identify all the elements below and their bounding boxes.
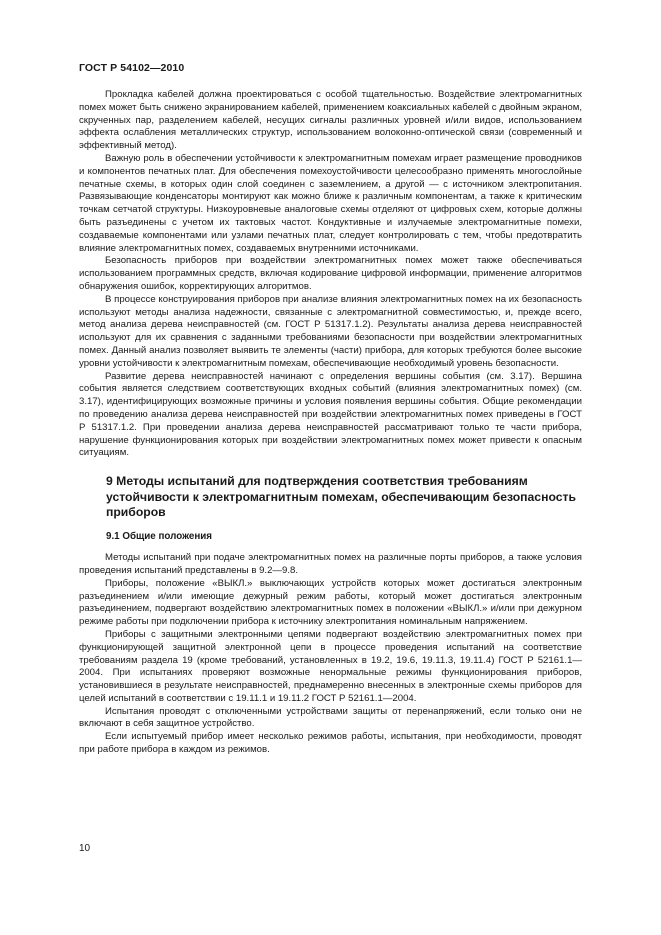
page-content <box>79 89 582 757</box>
paragraph-test-methods: Методы испытаний при подаче электромагнитных помех на различные порты приборов, а также условия проведения испытаний представлены в 9.2—9.8. <box>79 552 582 576</box>
paragraph-off-position: Приборы, положение «ВЫКЛ.» выключающих устройств которых может достигаться электронным разъединением и/или имеющие дежурный режим работы, который может достигаться электронным разъединением, подвергают воздействию электромагнитных помех в положении «ВЫКЛ.» и/или при дежурном режиме работы при подключении прибора к источнику электропитания номинальным напряжением. <box>79 577 582 628</box>
page-number: 10 <box>79 843 91 854</box>
subsection-heading: 9.1 Общие положения <box>106 531 213 543</box>
paragraph-operating-modes: Если испытуемый прибор имеет несколько режимов работы, испытания, при необходимости, проводят при работе прибора в каждом из режимов. <box>79 731 582 756</box>
document-header: ГОСТ Р 54102—2010 <box>79 62 185 74</box>
paragraph-software-safety: Безопасность приборов при воздействии электромагнитных помех может также обеспечиваться использованием программных средств, включая кодирование цифровой информации, применение алгоритмов обнаружения ошибок, корректирующих алгоритмов. <box>79 255 582 292</box>
paragraph-surge-protection: Испытания проводят с отключенными устройствами защиты от перенапряжений, если только они не включают в себя защитное устройство. <box>79 705 582 730</box>
paragraph-fault-tree-development: Развитие дерева неисправностей начинают с определения вершины события (см. 3.17). Вершина события является следствием соответствующих входных событий (влияния электромагнитных помех) (см. 3.17), идентифицирующих возможные причины и условия появления вершины события. Общие рекомендации по проведению анализа дерева неисправностей при воздействии электромагнитных помех приведены в ГОСТ Р 51317.1.2. При проведении анализа дерева неисправностей рассматривают только те части прибора, нарушение функционирования которых при воздействии электромагнитных помех может привести к опасным ситуациям. <box>79 370 582 459</box>
paragraph-pcb-layout: Важную роль в обеспечении устойчивости к электромагнитным помехам играет размещение проводников и компонентов печатных плат. Для обеспечения помехоустойчивости целесообразно применять многослойные печатные схемы, в которых один слой соединен с заземлением, а другой — с источником электропитания. Развязывающие конденсаторы монтируют как можно ближе к различным компонентам, а также к критическим точкам сетчатой структуры. Низкоуровневые аналоговые схемы отделяют от цифровых схем, которые должны быть разъединены с учетом их тактовых частот. Кондуктивные и излучаемые электромагнитные помехи, создаваемые компонентами или узлами печатных плат, следует контролировать с тем, чтобы предотвратить влияние электромагнитных помех, создаваемых внутренними источниками. <box>79 152 582 254</box>
paragraph-cable-routing: Прокладка кабелей должна проектироваться с особой тщательностью. Воздействие электромагнитных помех может быть снижено экранированием кабелей, применением коаксиальных кабелей с двойным экраном, скрученных пар, разделением кабелей, несущих сигналы различных уровней и/или видов, использованием эффекта ослабления металлических структур, использованием волоконно-оптической связи (современный и эффективный метод). <box>79 89 582 152</box>
paragraph-protective-circuits: Приборы с защитными электронными цепями подвергают воздействию электромагнитных помех при функционирующей защитной электронной цепи в процессе проведения испытаний на соответствие требованиям раздела 19 (кроме требований, установленных в 19.2, 19.6, 19.11.3, 19.11.4) ГОСТ Р 52161.1—2004. При испытаниях проверяют возможные ненормальные режимы функционирования приборов, установившиеся в результате неисправностей, преднамеренно внесенных в электронные схемы приборов для целей испытаний в соответствии с 19.11.1 и 19.11.2 ГОСТ Р 52161.1—2004. <box>79 628 582 704</box>
paragraph-fault-tree-analysis: В процессе конструирования приборов при анализе влияния электромагнитных помех на их безопасность используют методы анализа надежности, связанные с электромагнитной совместимостью, и, прежде всего, метод анализа дерева неисправностей (см. ГОСТ Р 51317.1.2). Результаты анализа дерева неисправностей используют для их сравнения с заданными требованиями безопасности при воздействии электромагнитных помех. Данный анализ позволяет выявить те элементы (части) прибора, для которых требуются более высокие уровни устойчивости к электромагнитным помехам, обеспечивающие необходимый уровень безопасности. <box>79 293 582 369</box>
section-heading: 9 Методы испытаний для подтверждения соответствия требованиям устойчивости к электромагнитным помехам, обеспечивающим безопасность приборов <box>106 474 576 519</box>
